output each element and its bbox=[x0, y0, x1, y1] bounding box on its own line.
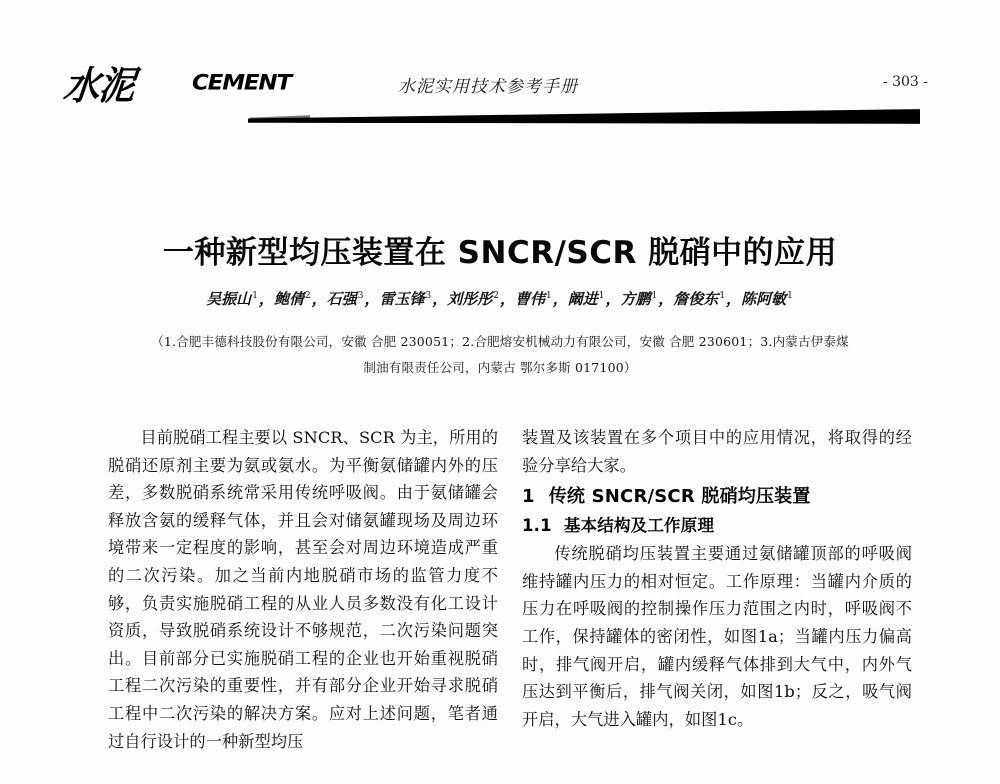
author-name: 刘彤彤 bbox=[447, 290, 493, 308]
author-affiliation-marker: 2 bbox=[493, 291, 499, 301]
section-number-1-1: 1.1 bbox=[522, 516, 552, 536]
author-name: 雷玉锋 bbox=[379, 290, 425, 308]
author-list bbox=[0, 288, 1000, 309]
author-name: 石强 bbox=[326, 290, 357, 308]
author-separator: ， bbox=[726, 290, 742, 308]
section-title-1: 传统 SNCR/SCR 脱硝均压装置 bbox=[548, 486, 811, 508]
author-separator: ， bbox=[258, 290, 274, 308]
right-column bbox=[522, 424, 912, 784]
author-separator: ， bbox=[432, 290, 448, 308]
left-column bbox=[108, 424, 498, 784]
header-divider-rule bbox=[248, 108, 920, 126]
author-affiliation-marker: 2 bbox=[304, 291, 311, 301]
section-heading-1 bbox=[522, 483, 912, 510]
paragraph-intro: 目前脱硝工程主要以 SNCR、SCR 为主，所用的脱硝还原剂主要为氨或氨水。为平衡氨储罐内外的压差，多数脱硝系统常采用传统呼吸阀。由于氨储罐会释放含氨的缓释气体，并且会对储氨罐现场及周边环境带来一定程度的影响，甚至会对周边环境造成严重的二次污染。加之当前内地脱硝市场的监管力度不够，负责实施脱硝工程的从业人员多数没有化工设计资质，导致脱硝系统设计不够规范，二次污染问题突出。目前部分已实施脱硝工程的企业也开始重视脱硝工程二次污染的重要性，并有部分企业开始寻求脱硝工程中二次污染的解决方案。应对上述问题，笔者通过自行设计的一种新型均压 bbox=[108, 428, 498, 751]
author-separator: ， bbox=[311, 290, 327, 308]
author-affiliation-marker: 1 bbox=[598, 291, 605, 301]
author-separator: ， bbox=[658, 290, 674, 308]
author-separator: ， bbox=[499, 290, 515, 308]
masthead-chinese-text: 水泥 bbox=[61, 63, 137, 109]
author-separator: ， bbox=[605, 290, 621, 308]
author-separator: ， bbox=[552, 290, 568, 308]
author-affiliation-marker: 1 bbox=[719, 291, 726, 301]
author-name: 詹俊东 bbox=[673, 290, 719, 308]
author-name: 方鹏 bbox=[620, 290, 651, 308]
affiliation-line-1: （1.合肥丰德科技股份有限公司，安徽 合肥 230051；2.合肥熔安机械动力有限公司，安徽 合肥 230601；3.内蒙古伊泰煤 bbox=[151, 334, 849, 349]
author-affiliation-marker: 1 bbox=[252, 291, 258, 301]
author-affiliation-marker: 1 bbox=[787, 291, 793, 301]
author-name: 陈阿敏 bbox=[741, 290, 787, 308]
author-name: 吴振山 bbox=[206, 290, 252, 308]
section-heading-1-1 bbox=[522, 513, 912, 539]
author-affiliation-marker: 3 bbox=[425, 291, 432, 301]
article-title: 一种新型均压装置在 SNCR/SCR 脱硝中的应用 bbox=[162, 234, 838, 271]
paragraph-intro-continued: 装置及该装置在多个项目中的应用情况，将取得的经验分享给大家。 bbox=[522, 428, 912, 475]
divider-wedge bbox=[248, 108, 920, 126]
paragraph-working-principle: 传统脱硝均压装置主要通过氨储罐顶部的呼吸阀维持罐内压力的相对恒定。工作原理：当罐内介质的压力在呼吸阀的控制操作压力范围之内时，呼吸阀不工作，保持罐体的密闭性，如图1a；当罐内压力偏高时，排气阀开启，罐内缓释气体排到大气中，内外气压达到平衡后，排气阀关闭，如图1b；反之，吸气阀开启，大气进入罐内，如图1c。 bbox=[522, 544, 912, 729]
author-separator: ， bbox=[364, 290, 380, 308]
author-affiliation-marker: 1 bbox=[651, 291, 658, 301]
affiliation-line-2: 制油有限责任公司，内蒙古 鄂尔多斯 017100） bbox=[363, 360, 637, 375]
journal-masthead-logo bbox=[61, 58, 314, 109]
section-title-1-1: 基本结构及工作原理 bbox=[563, 516, 715, 536]
author-name: 鲍倩 bbox=[273, 290, 304, 308]
running-head: 水泥实用技术参考手册 bbox=[398, 77, 578, 97]
masthead-english-text: CEMENT bbox=[192, 71, 291, 95]
author-name: 阚进 bbox=[567, 290, 598, 308]
section-number-1: 1 bbox=[522, 486, 535, 508]
author-name: 曹伟 bbox=[515, 290, 546, 308]
author-affiliation-marker: 1 bbox=[546, 291, 552, 301]
body-columns bbox=[108, 424, 912, 784]
page-number: - 303 - bbox=[882, 74, 928, 90]
author-affiliation-marker: 3 bbox=[357, 291, 364, 301]
divider-scan-smudge bbox=[250, 114, 310, 120]
